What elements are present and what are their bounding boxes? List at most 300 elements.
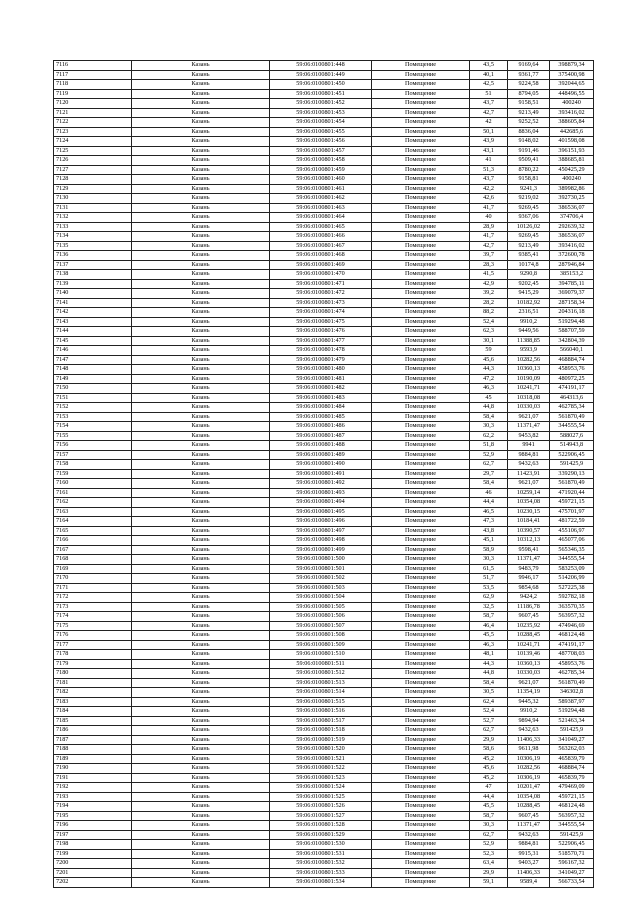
city-cell: Казань xyxy=(132,669,270,679)
row-number-cell: 7121 xyxy=(54,108,132,118)
city-cell: Казань xyxy=(132,659,270,669)
area-cell: 45,5 xyxy=(470,631,508,641)
unit-value-cell: 11388,85 xyxy=(508,336,550,346)
cadastral-number-cell: 59:06:0100801:509 xyxy=(270,640,372,650)
cost-cell: 462785,34 xyxy=(550,669,594,679)
cadastral-number-cell: 59:06:0100801:473 xyxy=(270,298,372,308)
area-cell: 30,1 xyxy=(470,336,508,346)
cost-cell: 522906,45 xyxy=(550,840,594,850)
cadastral-number-cell: 59:06:0100801:469 xyxy=(270,260,372,270)
table-row xyxy=(54,650,594,660)
city-cell: Казань xyxy=(132,583,270,593)
area-cell: 47,2 xyxy=(470,374,508,384)
cost-cell: 455106,97 xyxy=(550,526,594,536)
area-cell: 30,3 xyxy=(470,555,508,565)
unit-value-cell: 9621,07 xyxy=(508,678,550,688)
city-cell: Казань xyxy=(132,621,270,631)
row-number-cell: 7127 xyxy=(54,165,132,175)
area-cell: 59,1 xyxy=(470,878,508,888)
cost-cell: 465839,79 xyxy=(550,754,594,764)
table-row xyxy=(54,621,594,631)
cadastral-number-cell: 59:06:0100801:489 xyxy=(270,450,372,460)
area-cell: 45,2 xyxy=(470,773,508,783)
cost-cell: 459721,15 xyxy=(550,498,594,508)
area-cell: 30,5 xyxy=(470,688,508,698)
area-cell: 52,4 xyxy=(470,317,508,327)
unit-value-cell: 11406,33 xyxy=(508,735,550,745)
type-cell: Помещение xyxy=(372,697,470,707)
type-cell: Помещение xyxy=(372,602,470,612)
table-row xyxy=(54,868,594,878)
cadastral-number-cell: 59:06:0100801:523 xyxy=(270,773,372,783)
row-number-cell: 7186 xyxy=(54,726,132,736)
cost-cell: 475701,97 xyxy=(550,507,594,517)
city-cell: Казань xyxy=(132,213,270,223)
unit-value-cell: 9598,41 xyxy=(508,545,550,555)
row-number-cell: 7164 xyxy=(54,517,132,527)
city-cell: Казань xyxy=(132,830,270,840)
type-cell: Помещение xyxy=(372,70,470,80)
city-cell: Казань xyxy=(132,479,270,489)
cadastral-number-cell: 59:06:0100801:513 xyxy=(270,678,372,688)
type-cell: Помещение xyxy=(372,669,470,679)
cadastral-number-cell: 59:06:0100801:468 xyxy=(270,251,372,261)
type-cell: Помещение xyxy=(372,403,470,413)
city-cell: Казань xyxy=(132,574,270,584)
row-number-cell: 7169 xyxy=(54,564,132,574)
cadastral-number-cell: 59:06:0100801:503 xyxy=(270,583,372,593)
table-row xyxy=(54,80,594,90)
area-cell: 28,3 xyxy=(470,260,508,270)
row-number-cell: 7197 xyxy=(54,830,132,840)
cadastral-number-cell: 59:06:0100801:461 xyxy=(270,184,372,194)
unit-value-cell: 11423,91 xyxy=(508,469,550,479)
row-number-cell: 7173 xyxy=(54,602,132,612)
area-cell: 44,8 xyxy=(470,669,508,679)
area-cell: 43,7 xyxy=(470,175,508,185)
type-cell: Помещение xyxy=(372,650,470,660)
type-cell: Помещение xyxy=(372,156,470,166)
type-cell: Помещение xyxy=(372,574,470,584)
row-number-cell: 7145 xyxy=(54,336,132,346)
type-cell: Помещение xyxy=(372,251,470,261)
table-row xyxy=(54,840,594,850)
cadastral-number-cell: 59:06:0100801:511 xyxy=(270,659,372,669)
cadastral-number-cell: 59:06:0100801:519 xyxy=(270,735,372,745)
city-cell: Казань xyxy=(132,393,270,403)
cost-cell: 392730,25 xyxy=(550,194,594,204)
row-number-cell: 7193 xyxy=(54,792,132,802)
row-number-cell: 7139 xyxy=(54,279,132,289)
type-cell: Помещение xyxy=(372,830,470,840)
table-row xyxy=(54,593,594,603)
unit-value-cell: 9915,31 xyxy=(508,849,550,859)
city-cell: Казань xyxy=(132,346,270,356)
type-cell: Помещение xyxy=(372,165,470,175)
area-cell: 47 xyxy=(470,783,508,793)
area-cell: 40 xyxy=(470,213,508,223)
unit-value-cell: 9432,63 xyxy=(508,726,550,736)
row-number-cell: 7142 xyxy=(54,308,132,318)
cadastral-number-cell: 59:06:0100801:510 xyxy=(270,650,372,660)
unit-value-cell: 11354,19 xyxy=(508,688,550,698)
area-cell: 63,4 xyxy=(470,859,508,869)
city-cell: Казань xyxy=(132,184,270,194)
unit-value-cell: 9252,52 xyxy=(508,118,550,128)
row-number-cell: 7174 xyxy=(54,612,132,622)
table-row xyxy=(54,70,594,80)
area-cell: 42 xyxy=(470,118,508,128)
table-row xyxy=(54,707,594,717)
table-row xyxy=(54,583,594,593)
unit-value-cell: 9946,17 xyxy=(508,574,550,584)
type-cell: Помещение xyxy=(372,108,470,118)
unit-value-cell: 10360,13 xyxy=(508,659,550,669)
table-row xyxy=(54,602,594,612)
document-page xyxy=(53,60,593,888)
row-number-cell: 7123 xyxy=(54,127,132,137)
table-row xyxy=(54,640,594,650)
table-row xyxy=(54,270,594,280)
table-row xyxy=(54,260,594,270)
cost-cell: 344555,54 xyxy=(550,422,594,432)
city-cell: Казань xyxy=(132,688,270,698)
cadastral-number-cell: 59:06:0100801:467 xyxy=(270,241,372,251)
unit-value-cell: 9894,94 xyxy=(508,716,550,726)
type-cell: Помещение xyxy=(372,631,470,641)
table-row xyxy=(54,146,594,156)
row-number-cell: 7166 xyxy=(54,536,132,546)
row-number-cell: 7132 xyxy=(54,213,132,223)
area-cell: 51,8 xyxy=(470,441,508,451)
area-cell: 42,9 xyxy=(470,279,508,289)
area-cell: 52,9 xyxy=(470,450,508,460)
city-cell: Казань xyxy=(132,773,270,783)
cadastral-number-cell: 59:06:0100801:477 xyxy=(270,336,372,346)
cadastral-number-cell: 59:06:0100801:485 xyxy=(270,412,372,422)
cost-cell: 401598,08 xyxy=(550,137,594,147)
row-number-cell: 7120 xyxy=(54,99,132,109)
cost-cell: 592782,18 xyxy=(550,593,594,603)
unit-value-cell: 9941 xyxy=(508,441,550,451)
type-cell: Помещение xyxy=(372,146,470,156)
city-cell: Казань xyxy=(132,422,270,432)
table-row xyxy=(54,764,594,774)
table-row xyxy=(54,355,594,365)
city-cell: Казань xyxy=(132,536,270,546)
cost-cell: 400240 xyxy=(550,99,594,109)
area-cell: 51 xyxy=(470,89,508,99)
type-cell: Помещение xyxy=(372,840,470,850)
cadastral-number-cell: 59:06:0100801:528 xyxy=(270,821,372,831)
unit-value-cell: 9213,49 xyxy=(508,108,550,118)
area-cell: 44,3 xyxy=(470,659,508,669)
unit-value-cell: 10306,19 xyxy=(508,773,550,783)
type-cell: Помещение xyxy=(372,61,470,71)
cadastral-number-cell: 59:06:0100801:527 xyxy=(270,811,372,821)
city-cell: Казань xyxy=(132,89,270,99)
area-cell: 42,2 xyxy=(470,184,508,194)
unit-value-cell: 9593,9 xyxy=(508,346,550,356)
unit-value-cell: 10241,71 xyxy=(508,384,550,394)
cadastral-number-cell: 59:06:0100801:500 xyxy=(270,555,372,565)
row-number-cell: 7122 xyxy=(54,118,132,128)
area-cell: 62,7 xyxy=(470,460,508,470)
cost-cell: 583253,09 xyxy=(550,564,594,574)
area-cell: 43,9 xyxy=(470,137,508,147)
table-row xyxy=(54,175,594,185)
row-number-cell: 7172 xyxy=(54,593,132,603)
city-cell: Казань xyxy=(132,99,270,109)
cost-cell: 527225,38 xyxy=(550,583,594,593)
unit-value-cell: 9432,63 xyxy=(508,830,550,840)
table-row xyxy=(54,878,594,888)
type-cell: Помещение xyxy=(372,802,470,812)
row-number-cell: 7141 xyxy=(54,298,132,308)
unit-value-cell: 9611,98 xyxy=(508,745,550,755)
cost-cell: 589387,97 xyxy=(550,697,594,707)
cost-cell: 588707,59 xyxy=(550,327,594,337)
cadastral-number-cell: 59:06:0100801:494 xyxy=(270,498,372,508)
cost-cell: 398879,34 xyxy=(550,61,594,71)
cadastral-number-cell: 59:06:0100801:476 xyxy=(270,327,372,337)
table-row xyxy=(54,194,594,204)
area-cell: 58,7 xyxy=(470,612,508,622)
table-row xyxy=(54,574,594,584)
city-cell: Казань xyxy=(132,374,270,384)
unit-value-cell: 10354,08 xyxy=(508,498,550,508)
cadastral-number-cell: 59:06:0100801:459 xyxy=(270,165,372,175)
city-cell: Казань xyxy=(132,232,270,242)
row-number-cell: 7131 xyxy=(54,203,132,213)
city-cell: Казань xyxy=(132,61,270,71)
type-cell: Помещение xyxy=(372,849,470,859)
table-row xyxy=(54,450,594,460)
table-row xyxy=(54,165,594,175)
unit-value-cell: 9361,77 xyxy=(508,70,550,80)
type-cell: Помещение xyxy=(372,536,470,546)
cost-cell: 386536,07 xyxy=(550,203,594,213)
city-cell: Казань xyxy=(132,488,270,498)
type-cell: Помещение xyxy=(372,374,470,384)
table-row xyxy=(54,308,594,318)
city-cell: Казань xyxy=(132,650,270,660)
table-row xyxy=(54,783,594,793)
type-cell: Помещение xyxy=(372,868,470,878)
unit-value-cell: 9158,51 xyxy=(508,99,550,109)
cadastral-number-cell: 59:06:0100801:451 xyxy=(270,89,372,99)
unit-value-cell: 9445,32 xyxy=(508,697,550,707)
row-number-cell: 7147 xyxy=(54,355,132,365)
cost-cell: 468124,48 xyxy=(550,631,594,641)
unit-value-cell: 10259,14 xyxy=(508,488,550,498)
unit-value-cell: 8836,04 xyxy=(508,127,550,137)
row-number-cell: 7152 xyxy=(54,403,132,413)
area-cell: 53,5 xyxy=(470,583,508,593)
unit-value-cell: 10182,92 xyxy=(508,298,550,308)
area-cell: 43,8 xyxy=(470,526,508,536)
row-number-cell: 7118 xyxy=(54,80,132,90)
unit-value-cell: 10330,03 xyxy=(508,669,550,679)
area-cell: 62,4 xyxy=(470,697,508,707)
city-cell: Казань xyxy=(132,783,270,793)
cadastral-number-cell: 59:06:0100801:479 xyxy=(270,355,372,365)
city-cell: Казань xyxy=(132,80,270,90)
area-cell: 44,4 xyxy=(470,498,508,508)
unit-value-cell: 9589,4 xyxy=(508,878,550,888)
cost-cell: 465077,06 xyxy=(550,536,594,546)
row-number-cell: 7144 xyxy=(54,327,132,337)
table-row xyxy=(54,726,594,736)
row-number-cell: 7178 xyxy=(54,650,132,660)
city-cell: Казань xyxy=(132,849,270,859)
city-cell: Казань xyxy=(132,156,270,166)
area-cell: 43,1 xyxy=(470,146,508,156)
area-cell: 45,2 xyxy=(470,754,508,764)
unit-value-cell: 10201,47 xyxy=(508,783,550,793)
row-number-cell: 7199 xyxy=(54,849,132,859)
row-number-cell: 7137 xyxy=(54,260,132,270)
type-cell: Помещение xyxy=(372,612,470,622)
cadastral-number-cell: 59:06:0100801:472 xyxy=(270,289,372,299)
table-row xyxy=(54,346,594,356)
type-cell: Помещение xyxy=(372,241,470,251)
unit-value-cell: 10312,13 xyxy=(508,536,550,546)
type-cell: Помещение xyxy=(372,517,470,527)
row-number-cell: 7165 xyxy=(54,526,132,536)
cost-cell: 519294,48 xyxy=(550,317,594,327)
area-cell: 59 xyxy=(470,346,508,356)
city-cell: Казань xyxy=(132,431,270,441)
cost-cell: 448496,55 xyxy=(550,89,594,99)
type-cell: Помещение xyxy=(372,583,470,593)
city-cell: Казань xyxy=(132,792,270,802)
table-row xyxy=(54,517,594,527)
row-number-cell: 7125 xyxy=(54,146,132,156)
cadastral-number-cell: 59:06:0100801:482 xyxy=(270,384,372,394)
type-cell: Помещение xyxy=(372,716,470,726)
row-number-cell: 7140 xyxy=(54,289,132,299)
cadastral-number-cell: 59:06:0100801:470 xyxy=(270,270,372,280)
type-cell: Помещение xyxy=(372,327,470,337)
table-row xyxy=(54,669,594,679)
table-row xyxy=(54,232,594,242)
cadastral-number-cell: 59:06:0100801:454 xyxy=(270,118,372,128)
unit-value-cell: 10282,56 xyxy=(508,764,550,774)
row-number-cell: 7162 xyxy=(54,498,132,508)
type-cell: Помещение xyxy=(372,137,470,147)
unit-value-cell: 9415,29 xyxy=(508,289,550,299)
cost-cell: 287946,84 xyxy=(550,260,594,270)
area-cell: 45,5 xyxy=(470,802,508,812)
cadastral-number-cell: 59:06:0100801:460 xyxy=(270,175,372,185)
unit-value-cell: 11371,47 xyxy=(508,422,550,432)
area-cell: 52,9 xyxy=(470,840,508,850)
row-number-cell: 7138 xyxy=(54,270,132,280)
type-cell: Помещение xyxy=(372,745,470,755)
type-cell: Помещение xyxy=(372,555,470,565)
table-row xyxy=(54,213,594,223)
area-cell: 42,7 xyxy=(470,241,508,251)
type-cell: Помещение xyxy=(372,384,470,394)
cost-cell: 388605,84 xyxy=(550,118,594,128)
table-row xyxy=(54,327,594,337)
cadastral-number-cell: 59:06:0100801:524 xyxy=(270,783,372,793)
area-cell: 39,2 xyxy=(470,289,508,299)
cadastral-number-cell: 59:06:0100801:491 xyxy=(270,469,372,479)
cost-cell: 394785,11 xyxy=(550,279,594,289)
cadastral-number-cell: 59:06:0100801:525 xyxy=(270,792,372,802)
area-cell: 52,7 xyxy=(470,716,508,726)
type-cell: Помещение xyxy=(372,878,470,888)
table-row xyxy=(54,479,594,489)
area-cell: 47,3 xyxy=(470,517,508,527)
cadastral-number-cell: 59:06:0100801:506 xyxy=(270,612,372,622)
type-cell: Помещение xyxy=(372,422,470,432)
table-row xyxy=(54,849,594,859)
type-cell: Помещение xyxy=(372,792,470,802)
cost-cell: 591425,9 xyxy=(550,460,594,470)
cadastral-number-cell: 59:06:0100801:492 xyxy=(270,479,372,489)
area-cell: 46,3 xyxy=(470,640,508,650)
row-number-cell: 7116 xyxy=(54,61,132,71)
unit-value-cell: 9483,79 xyxy=(508,564,550,574)
city-cell: Казань xyxy=(132,707,270,717)
area-cell: 51,3 xyxy=(470,165,508,175)
table-row xyxy=(54,745,594,755)
cadastral-number-cell: 59:06:0100801:448 xyxy=(270,61,372,71)
area-cell: 39,7 xyxy=(470,251,508,261)
cost-cell: 561870,49 xyxy=(550,479,594,489)
table-row xyxy=(54,384,594,394)
table-body xyxy=(54,61,594,888)
type-cell: Помещение xyxy=(372,859,470,869)
type-cell: Помещение xyxy=(372,735,470,745)
type-cell: Помещение xyxy=(372,203,470,213)
table-row xyxy=(54,61,594,71)
row-number-cell: 7128 xyxy=(54,175,132,185)
unit-value-cell: 9621,07 xyxy=(508,412,550,422)
table-row xyxy=(54,184,594,194)
row-number-cell: 7129 xyxy=(54,184,132,194)
table-row xyxy=(54,422,594,432)
area-cell: 58,6 xyxy=(470,745,508,755)
type-cell: Помещение xyxy=(372,222,470,232)
table-row xyxy=(54,754,594,764)
type-cell: Помещение xyxy=(372,564,470,574)
cadastral-number-cell: 59:06:0100801:516 xyxy=(270,707,372,717)
area-cell: 48,1 xyxy=(470,650,508,660)
city-cell: Казань xyxy=(132,222,270,232)
cadastral-number-cell: 59:06:0100801:478 xyxy=(270,346,372,356)
cost-cell: 450425,29 xyxy=(550,165,594,175)
unit-value-cell: 10241,71 xyxy=(508,640,550,650)
table-row xyxy=(54,631,594,641)
area-cell: 41 xyxy=(470,156,508,166)
cadastral-number-cell: 59:06:0100801:526 xyxy=(270,802,372,812)
unit-value-cell: 8780,22 xyxy=(508,165,550,175)
city-cell: Казань xyxy=(132,365,270,375)
row-number-cell: 7184 xyxy=(54,707,132,717)
table-row xyxy=(54,156,594,166)
cadastral-number-cell: 59:06:0100801:456 xyxy=(270,137,372,147)
cadastral-number-cell: 59:06:0100801:449 xyxy=(270,70,372,80)
row-number-cell: 7143 xyxy=(54,317,132,327)
city-cell: Казань xyxy=(132,802,270,812)
type-cell: Помещение xyxy=(372,308,470,318)
cost-cell: 341049,27 xyxy=(550,868,594,878)
area-cell: 52,4 xyxy=(470,707,508,717)
